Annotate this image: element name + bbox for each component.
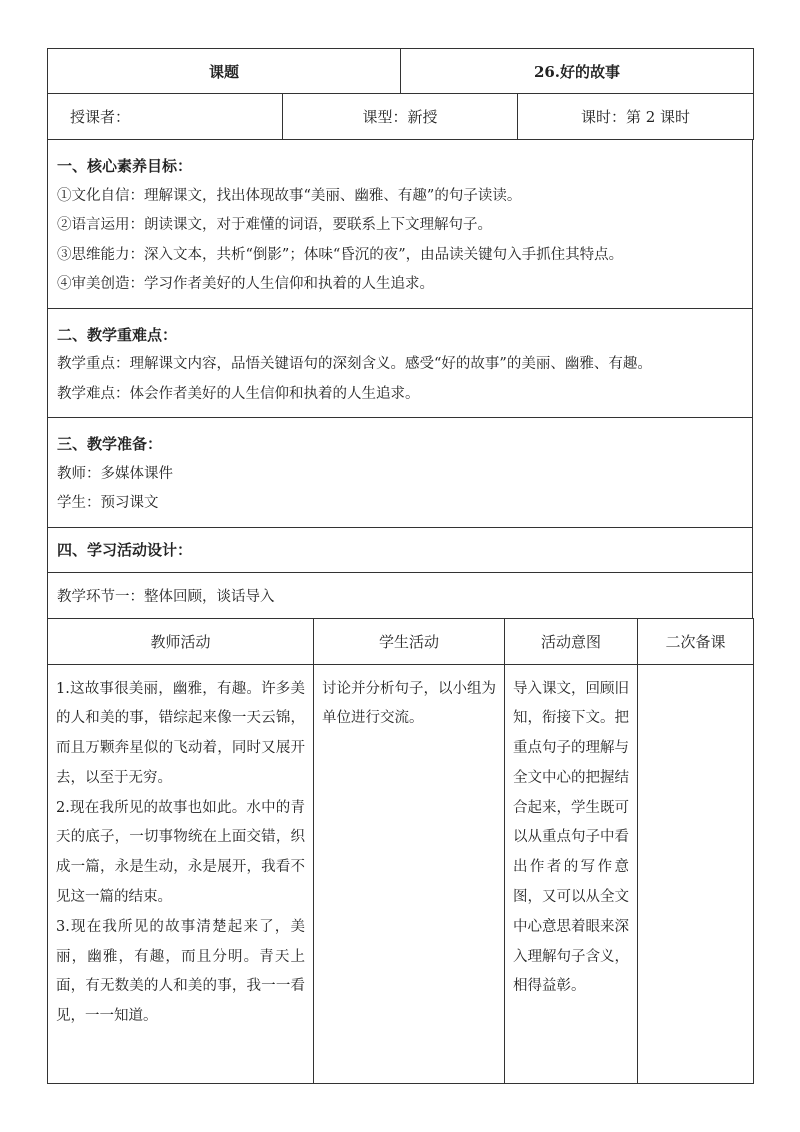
lesson-plan [47,48,753,1084]
second-prep-cell [638,664,754,1083]
col-activity-intent: 活动意图 [505,618,638,664]
teaching-link-1: 教学环节一：整体回顾，谈话导入 [48,572,753,618]
section-title: 一、核心素养目标： [57,157,193,175]
meta-table [47,93,754,140]
topic-value: 26.好的故事 [401,49,754,94]
preparation-item: 教师：多媒体课件 [57,465,173,482]
preparation-item: 学生：预习课文 [57,495,159,511]
objective-item: ③思维能力：深入文本，共析“倒影”；体味“昏沉的夜”，由品读关键句入手抓住其特点。 [57,246,624,263]
teacher-paragraph: 2.现在我所见的故事也如此。水中的青天的底子，一切事物统在上面交错，织成一篇，永是生动，永是展开，我看不见这一篇的结束。 [56,799,305,906]
section-preparation [48,418,753,528]
header-table [47,48,754,94]
teacher-field: 授课者： [48,94,283,140]
col-second-prep: 二次备课 [638,618,754,664]
section-objectives [48,140,753,309]
student-activity-cell: 讨论并分析句子，以小组为单位进行交流。 [314,664,505,1083]
col-student-activity: 学生活动 [314,618,505,664]
lesson-period: 课时：第 2 课时 [518,94,754,140]
sections-table [47,139,753,619]
activity-table [47,618,754,1084]
key-point-item: 教学难点：体会作者美好的人生信仰和执着的人生追求。 [57,385,420,402]
section-key-points [48,308,753,418]
topic-label: 课题 [48,49,401,94]
col-teacher-activity: 教师活动 [48,618,314,664]
lesson-type: 课型：新授 [283,94,518,140]
teacher-paragraph: 1.这故事很美丽，幽雅，有趣。许多美的人和美的事，错综起来像一天云锦，而且万颗奔星似的飞动着，同时又展开去，以至于无穷。 [56,680,305,786]
section-title: 二、教学重难点： [57,325,178,344]
key-point-item: 教学重点：理解课文内容，品悟关键语句的深刻含义。感受“好的故事”的美丽、幽雅、有趣。 [57,356,652,372]
section-title: 三、教学准备： [57,435,163,453]
section-activity-design: 四、学习活动设计： [48,527,753,572]
activity-intent-cell: 导入课文，回顾旧知，衔接下文。把重点句子的理解与全文中心的把握结合起来，学生既可以从重点句子中看出作者的写作意图，又可以从全文中心意思着眼来深入理解句子含义，相得益彰。 [505,664,638,1083]
objective-item: ②语言运用：朗读课文，对于难懂的词语，要联系上下文理解句子。 [57,217,492,233]
objective-item: ①文化自信：理解课文，找出体现故事“美丽、幽雅、有趣”的句子读读。 [57,187,522,204]
objective-item: ④审美创造：学习作者美好的人生信仰和执着的人生追求。 [57,276,434,292]
teacher-paragraph: 3.现在我所见的故事清楚起来了，美丽，幽雅，有趣，而且分明。青天上面，有无数美的人和美的事，我一一看见，一一知道。 [56,918,305,1025]
teacher-activity-cell [48,664,314,1083]
